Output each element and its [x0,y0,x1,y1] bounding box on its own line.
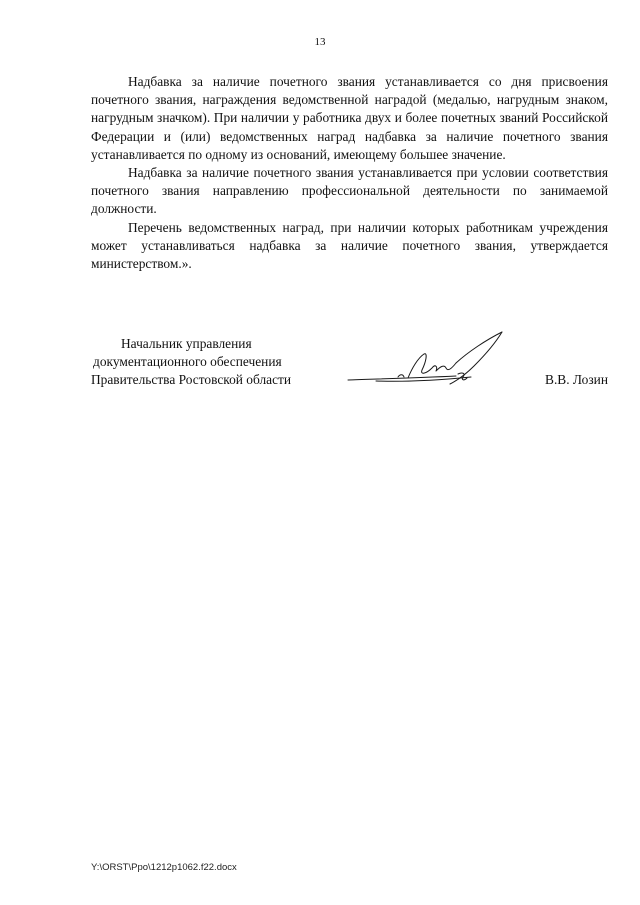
document-body [91,73,608,273]
page-number: 13 [314,36,326,48]
signer-position-line-2: документационного обеспечения [93,354,282,369]
signer-position-line-1: Начальник управления [121,336,252,351]
signer-position-line-3: Правительства Ростовской области [91,372,292,387]
signer-name: В.В. Лозин [545,372,608,387]
paragraph-award-list: Перечень ведомственных наград, при наличии которых работникам учреждения может устанавливаться надбавка за наличие почетного звания, утверждается министерством.». [91,219,608,272]
signature-block [91,335,608,395]
paragraph-award-start: Надбавка за наличие почетного звания устанавливается со дня присвоения почетного звания, награждения ведомственной наградой (медалью, нагрудным знаком, нагрудным значком). При наличии у работника двух и более почетных званий Российской Федерации и (или) ведомственных наград надбавка за наличие почетного звания устанавливается по одному из оснований, имеющему большее значение. [91,74,608,162]
paragraph-award-condition: Надбавка за наличие почетного звания устанавливается при условии соответствия почетного звания направлению профессиональной деятельности по занимаемой должности. [91,165,608,217]
handwritten-signature [346,330,511,392]
file-path: Y:\ORST\Ppo\1212p1062.f22.docx [91,862,237,873]
